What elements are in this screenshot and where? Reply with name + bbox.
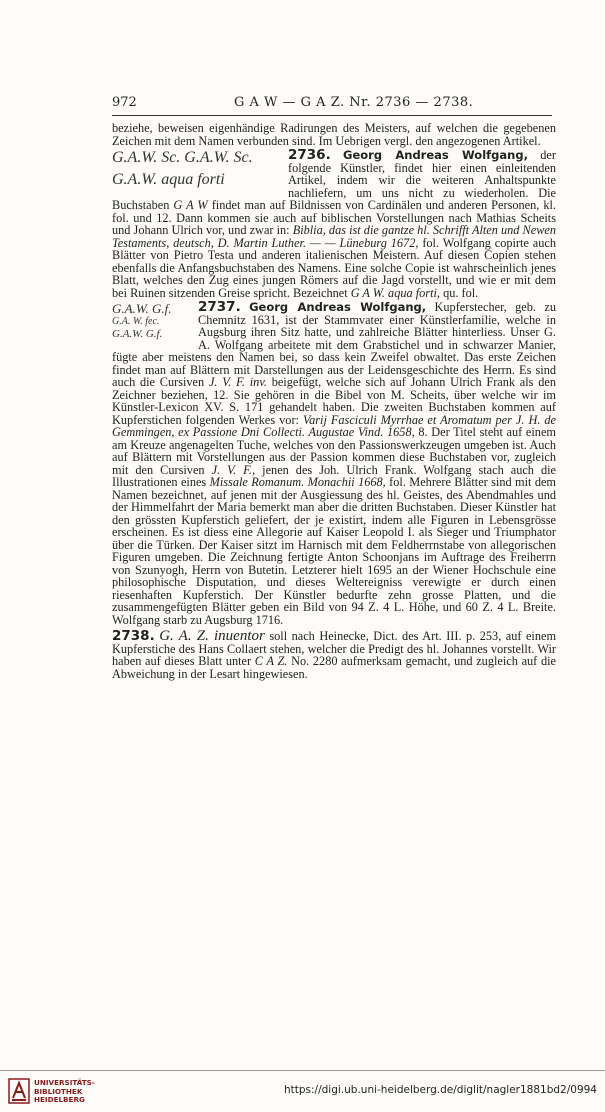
monogram-line: G.A.W. G.f.	[112, 301, 172, 316]
permalink-url[interactable]: https://digi.ub.uni-heidelberg.de/diglit/nagler1881bd2/0994	[284, 1084, 597, 1096]
entry-number: 2738.	[112, 628, 155, 644]
page-header	[112, 93, 552, 116]
viewer-footer	[0, 1070, 605, 1112]
monogram-line: G.A.W. aqua forti	[112, 171, 225, 188]
artist-name: Georg Andreas Wolfgang,	[343, 148, 528, 162]
entry-text: jenen des Joh. Ulrich Frank. Wolfgang stach auch die Illustrationen eines	[112, 462, 556, 489]
monogram-line: G.A.W. G.f.	[112, 328, 163, 340]
entry-text: Kupferstecher, geb. zu Chemnitz 1631, ist der Stammvater einer Künstlerfamilie, welche in Augsburg ihren Sitz hatte, und zahlreiche Blätter hinterliess. Unser G. A. Wolfgang arbeitete mit dem Grabstichel und in schwarzer Manier, fügte aber meistens den Namen bei, so dass kein Zweifel obwaltet. Das erste Zeichen findet man auf Blättern mit Darstellungen aus der Leidensgeschichte des Herrn. Es sind auch die Cursiven	[112, 300, 556, 389]
entry-text: soll nach Heinecke, Dict. des Art. III. p. 253, auf einem Kupferstiche des Hans Collaert stehen, welcher die Predigt des hl. Johannes vorstellt. Wir haben auf dieses Blatt unter	[112, 629, 557, 668]
artist-name: Georg Andreas Wolfgang,	[249, 300, 427, 314]
entry-2738	[112, 630, 556, 680]
entry-text: 8. Der Titel steht auf einem am Kreuze angenagelten Tuche, welches von den Passionswerkzeugen umgeben ist. Auch auf Blättern mit Vorstellungen aus der Passion kommen diese Buchstaben vor, zugleich mit den Cursiven	[112, 425, 556, 477]
monogram-mark: G A W	[173, 198, 208, 212]
entry-text: beigefügt, welche sich auf Johann Ulrich Frank als den Zeichner beziehen, 12. Sie gehören in die Bibel von M. Scheits, über welche wir im Künstler-Lexicon XV. S. 171 gehandelt haben. Die zweiten Buchstaben kommen auf Kupferstichen folgenden Werkes vor:	[112, 375, 556, 427]
running-title: G A W — G A Z. Nr. 2736 — 2738.	[234, 95, 474, 110]
library-name-line: BIBLIOTHEK	[34, 1086, 83, 1096]
monogram-figure: G. A. Z. inuentor	[159, 628, 265, 644]
page-number: 972	[112, 95, 137, 110]
entry-2737	[112, 301, 556, 626]
entry-text: findet man auf Bildnissen von Cardinälen und anderen Personen, kl. fol. und 12. Dann kommen sie auch auf biblischen Vorstellungen nach Mathias Scheits und Johann Ulrich vor, und zwar in:	[112, 198, 556, 237]
body-text	[112, 122, 556, 680]
work-title: Biblia, das ist die gantze hl. Schrifft Alten und Newen Testaments, deutsch, D. Martin Luther. — — Lüneburg 1672,	[112, 223, 557, 250]
entry-number: 2737.	[198, 299, 241, 315]
work-title: Varij Fasciculi Myrrhae et Aromatum per J. H. de Gemmingen, ex Passione Dni Collecti. Augustae Vind. 1658,	[112, 412, 556, 439]
intro-paragraph	[112, 122, 556, 147]
library-name-line: UNIVERSITÄTS-	[34, 1078, 95, 1087]
library-name[interactable]	[34, 1079, 95, 1105]
library-name-line: HEIDELBERG	[34, 1095, 85, 1105]
entry-text: fol. Wolfgang copirte auch Blätter von Pietro Testa und anderen italienischen Meistern. Auf diesen Copien stehen ebenfalls die Anfangsbuchstaben des Namens. Eine solche Copie ist wahrscheinlich jenes Blatt, welches den Zug eines jungen Römers auf die Jagd vorstellt, und wie er mit dem bei Ruinen sitzenden Greise spricht. Bezeichnet	[112, 235, 556, 300]
intro-text: beziehe, beweisen eigenhändige Radirungen des Meisters, auf welchen die gegebenen Zeichen mit dem Namen verbunden sind. Im Uebrigen vergl. den angezogenen Artikel.	[112, 121, 556, 148]
monogram-line: G.A.W. Sc. G.A.W. Sc.	[112, 149, 253, 166]
entry-text: der folgende Künstler, findet hier einen einleitenden Artikel, indem wir die weiteren Anhaltspunkte nachliefern, um uns nicht zu wiederholen. Die Buchstaben	[112, 148, 556, 212]
signature: G A W. aqua forti,	[350, 285, 440, 300]
footer-divider	[0, 1070, 605, 1071]
monogram-mark: C A Z.	[254, 654, 288, 668]
monogram-mark: J. V. F. inv.	[208, 375, 267, 389]
entry-text: fol. Mehrere Blätter sind mit dem Namen bezeichnet, auf jenen mit der Ausgiessung des hl. Geistes, des Abendmahles und der Himmelfahrt der Maria bemerkt man aber die dritten Buchstaben. Dieser Künstler hat den grössten Kupferstich geliefert, der je existirt, indem alle Figuren in Lebensgrösse erscheinen. Es ist diess eine Allegorie auf Kaiser Leopold I. als Sieger und Triumphator über die Türken. Der Kaiser sitzt im Harnisch mit dem Feldherrnstabe von allegorischen Figuren umgeben. Die Zeichnung fertigte Anton Schoonjans im Auftrage des Freiherrn von Szunyogh, Herrn von Butetin. Letzterer hielt 1695 an der Wiener Hochschule eine philosophische Disputation, und dieses Weltereigniss verewigte er durch einen riesenhaften Kupferstich. Der Künstler bedurfte zehn grosse Platten, und die zusammengefügten Blätter geben ein Bild von 94 Z. 4 L. Höhe, und 60 Z. 4 L. Breite. Wolfgang starb zu Augsburg 1716.	[112, 475, 556, 627]
entry-2736	[112, 149, 556, 299]
monogram-mark: J. V. F.,	[211, 462, 256, 477]
entry-number: 2736.	[288, 147, 331, 163]
work-title: Missale Romanum. Monachii 1668,	[209, 475, 386, 489]
monogram-figure	[112, 150, 282, 188]
monogram-figure	[112, 302, 192, 341]
monogram-line: G.A. W. fec.	[112, 316, 160, 327]
entry-text: qu. fol.	[443, 285, 479, 300]
entry-text: No. 2280 aufmerksam gemacht, und zugleich auf die Abweichung in der Lesart hingewiesen.	[112, 654, 557, 681]
library-logo-icon[interactable]	[8, 1078, 30, 1104]
